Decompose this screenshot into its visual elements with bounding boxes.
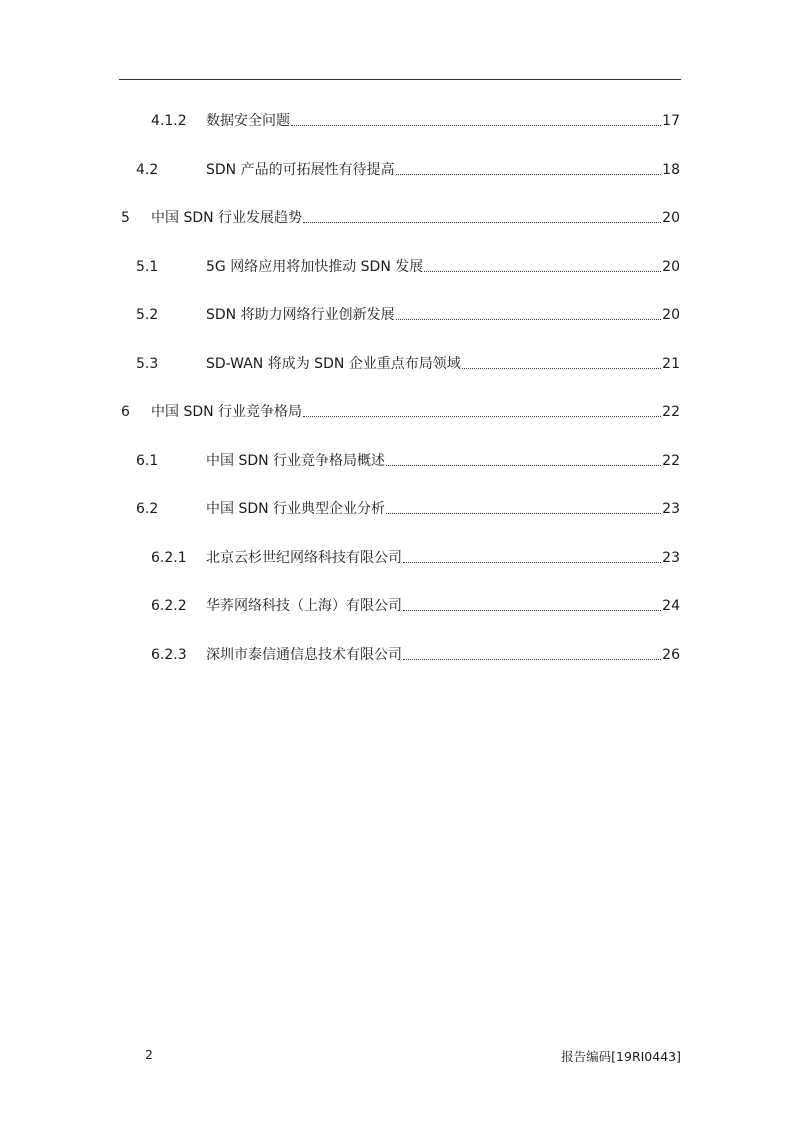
- toc-entry-number: 5.3: [136, 355, 159, 372]
- toc-dot-leader: [386, 512, 661, 514]
- toc-entry-title: SDN 将助力网络行业创新发展: [206, 307, 395, 323]
- footer-page-number: 2: [145, 1047, 153, 1062]
- toc-entry-title: 华荞网络科技（上海）有限公司: [206, 598, 402, 614]
- toc-entry-page: 22: [662, 404, 680, 420]
- toc-dot-leader: [403, 658, 661, 660]
- toc-entry[interactable]: [0, 593, 800, 615]
- toc-entry[interactable]: [0, 108, 800, 130]
- toc-entry-number: 4.1.2: [151, 113, 187, 129]
- toc-entry-title: 5G 网络应用将加快推动 SDN 发展: [206, 258, 424, 275]
- toc-dot-leader: [386, 464, 661, 466]
- toc-dot-leader: [303, 415, 661, 417]
- toc-entry-number: 6: [121, 404, 130, 420]
- toc-entry-page: 21: [662, 355, 680, 372]
- toc-entry-title: 数据安全问题: [206, 113, 290, 129]
- toc-entry-title: 中国 SDN 行业典型企业分析: [206, 501, 386, 517]
- toc-entry-page: 23: [662, 501, 680, 517]
- toc-dot-leader: [303, 221, 661, 223]
- toc-entry-page: 23: [662, 549, 680, 566]
- toc-dot-leader: [291, 124, 661, 126]
- toc-entry-number: 4.2: [136, 161, 159, 178]
- toc-entry-title: 深圳市泰信通信息技术有限公司: [206, 646, 402, 663]
- toc-entry-title: SD-WAN 将成为 SDN 企业重点布局领域: [206, 355, 461, 372]
- toc-entry-title: 北京云杉世纪网络科技有限公司: [206, 549, 402, 566]
- toc-entry-title: 中国 SDN 行业竞争格局概述: [206, 452, 386, 469]
- toc-entry[interactable]: [0, 448, 800, 470]
- toc-entry-number: 6.2.2: [151, 598, 187, 614]
- footer-report-code: 报告编码[19RI0443]: [561, 1049, 681, 1064]
- toc-entry-page: 17: [662, 113, 680, 129]
- toc-entry[interactable]: [0, 157, 800, 179]
- toc-entry-number: 5.1: [136, 258, 159, 275]
- toc-entry[interactable]: [0, 642, 800, 664]
- toc-dot-leader: [403, 561, 661, 563]
- toc-entry-title: SDN 产品的可拓展性有待提高: [206, 161, 395, 178]
- toc-entry[interactable]: [0, 351, 800, 373]
- toc-entry[interactable]: [0, 302, 800, 324]
- toc-entry-page: 24: [662, 598, 680, 614]
- toc-entry[interactable]: [0, 254, 800, 276]
- toc-entry-number: 6.2.1: [151, 549, 187, 566]
- toc-entry-page: 18: [662, 161, 680, 178]
- toc-entry-number: 6.2.3: [151, 646, 187, 663]
- toc-entry-number: 5: [121, 210, 130, 226]
- toc-entry-title: 中国 SDN 行业发展趋势: [151, 210, 303, 226]
- toc-entry[interactable]: [0, 545, 800, 567]
- toc-entry-page: 20: [662, 307, 680, 323]
- toc-dot-leader: [396, 173, 662, 175]
- toc-entry-page: 22: [662, 452, 680, 469]
- toc-entry-title: 中国 SDN 行业竞争格局: [151, 404, 303, 420]
- toc-dot-leader: [396, 318, 662, 320]
- toc-entry[interactable]: [0, 496, 800, 518]
- toc-dot-leader: [424, 270, 661, 272]
- toc-entry-page: 20: [662, 258, 680, 275]
- toc-entry-number: 5.2: [136, 307, 159, 323]
- toc-entry-number: 6.1: [136, 452, 159, 469]
- toc-entry[interactable]: [0, 205, 800, 227]
- toc-entry-page: 26: [662, 646, 680, 663]
- toc-entry[interactable]: [0, 399, 800, 421]
- toc-entry-page: 20: [662, 210, 680, 226]
- toc-entry-number: 6.2: [136, 501, 159, 517]
- toc-dot-leader: [403, 609, 661, 611]
- toc-dot-leader: [462, 367, 661, 369]
